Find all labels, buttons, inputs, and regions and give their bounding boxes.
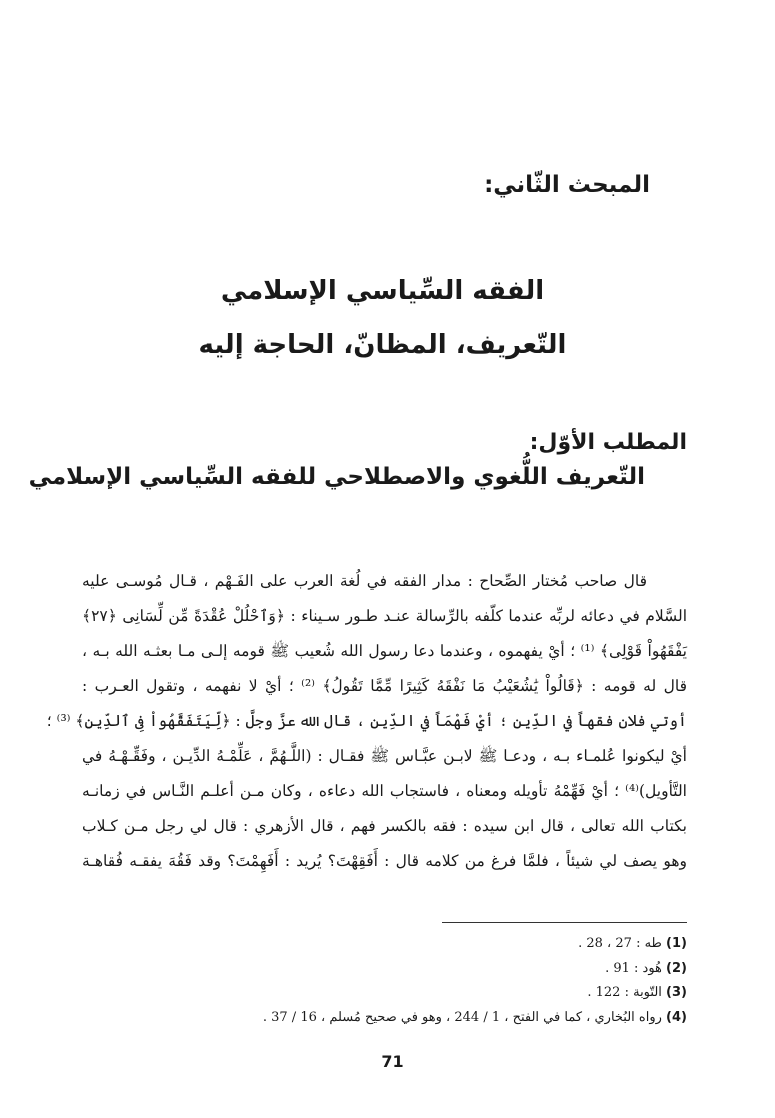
body-line: وهو يصف لي شيئاً ، فلمَّا فرغ من كلامه قال : أَفَقِهْتَ؟ يُريد : أَفَهِمْتَ؟ وقد فَقُهَ يفقـه فُقاهـة <box>82 852 687 870</box>
body-paragraph <box>46 564 687 879</box>
body-line: التَّأويل)⁽⁴⁾ ؛ أيْ فَهِّمْهُ تأويله ومعناه ، فاستجاب الله دعاءه ، وكان مـن أعلـم النَّـاس في زمانـه <box>82 782 687 800</box>
body-line: يَفْقَهُواْ قَوْلِى﴾ ⁽¹⁾ ؛ أيْ يفهموه ، وعندما دعا رسول الله شُعيب ﷺ قومه إلـى مـا بعثـه الله بـه ، <box>82 642 687 660</box>
footnote-text: طه : 27 ، 28 . <box>578 936 662 951</box>
footnote-item <box>82 957 687 982</box>
footnote-number: (1) <box>666 936 687 951</box>
footnote-text: رواه البُخاري ، كما في الفتح ، 1 / 244 ، وهو في صحيح مُسلم ، 16 / 37 . <box>262 1009 662 1025</box>
footnotes <box>82 932 687 1030</box>
section-label: المبحث الثّاني: <box>484 172 650 198</box>
body-line: قال صاحب مُختار الصِّحاح : مدار الفقه في لُغة العرب على الفَـهْم ، قـال مُوسـى عليه <box>82 572 647 590</box>
subsection-label: المطلب الأوّل: <box>529 430 687 455</box>
page-number: 71 <box>381 1052 404 1071</box>
body-line: أيْ ليكونوا عُلمـاء بـه ، ودعـا ﷺ لابـن عبَّـاس ﷺ فقـال : (اللَّـهُمَّ ، عَلِّمْـهُ الدِّيـن ، وفَقِّـهْـهُ في <box>82 747 687 765</box>
footnote-number: (2) <box>666 960 687 976</box>
main-title-line-2: التّعريف، المظانّ، الحاجة إليه <box>198 330 567 360</box>
body-line: أوتي فلان فقهاً في الدِّين ؛ أيْ فَهْمَاً في الدِّين ، قال الله عزَّ وجلَّ : ﴿لِّيَتَفَقَّهُواْ فِى ٱلدِّينِ﴾ ⁽³⁾ ؛ <box>46 712 687 730</box>
body-line: بكتاب الله تعالى ، قال ابن سيده : فقه بالكسر فهم ، قال الأزهري : قال لي رجل مـن كـلاب <box>82 817 687 835</box>
footnote-item <box>82 1006 687 1031</box>
main-title-line-1: الفقه السِّياسي الإسلامي <box>220 276 545 306</box>
footnote-item <box>82 932 687 957</box>
footnote-number: (3) <box>666 985 687 1000</box>
footnote-text: هُود : 91 . <box>605 960 662 976</box>
footnote-item <box>82 981 687 1006</box>
body-line: قال له قومه : ﴿قَالُواْ يَٰشُعَيْبُ مَا نَفْقَهُ كَثِيرًا مِّمَّا تَقُولُ﴾ ⁽²⁾ ؛ أيْ لا نفهمه ، وتقول العـرب : <box>82 677 687 695</box>
footnote-text: التّوبة : 122 . <box>587 985 662 1000</box>
subsection-title: التّعريف اللُّغوي والاصطلاحي للفقه السِّياسي الإسلامي <box>28 464 645 490</box>
footnote-number: (4) <box>666 1009 687 1025</box>
footnote-divider <box>442 922 687 923</box>
body-line: السَّلام في دعائه لربِّه عندما كلّفه بالرِّسالة عنـد طـور سـيناء : ﴿وَٱحْلُلْ عُقْدَةً مِّن لِّسَانِى ﴿٢٧﴾ <box>82 607 687 625</box>
